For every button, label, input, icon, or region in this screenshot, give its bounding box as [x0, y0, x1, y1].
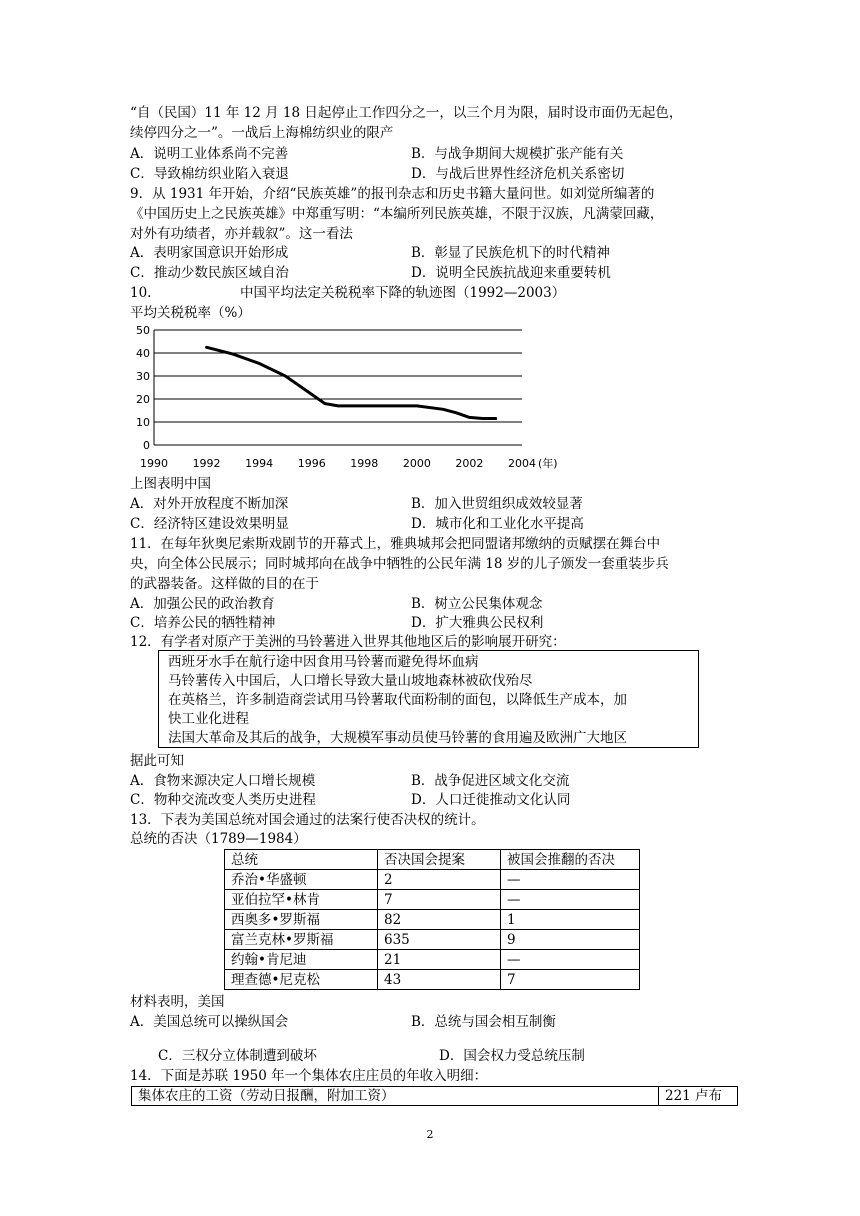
table-cell: 西奥多•罗斯福: [225, 910, 378, 930]
page-number: 2: [426, 1128, 434, 1141]
table-cell: 635: [378, 930, 501, 950]
chart-y-tick-label: 40: [136, 347, 150, 360]
q11-option-a[interactable]: A．加强公民的政治教育: [130, 596, 275, 612]
table-cell: 9: [501, 930, 640, 950]
table-cell: 乔治•华盛顿: [225, 870, 378, 890]
q13-option-d[interactable]: D．国会权力受总统压制: [439, 1048, 585, 1064]
tariff-series-line: [207, 347, 496, 418]
q9-option-b[interactable]: B．彰显了民族危机下的时代精神: [411, 245, 610, 261]
q8-option-c[interactable]: C．导致棉纺织业陷入衰退: [130, 166, 289, 182]
table-cell: 约翰•肯尼迪: [225, 950, 378, 970]
table-row: [132, 1087, 738, 1106]
chart-ylabel: 平均关税税率（%）: [130, 305, 251, 321]
q12-box-line1: 西班牙水手在航行途中因食用马铃薯而避免得坏血病: [168, 654, 479, 670]
q11-text-line3: 的武器装备。这样做的目的在于: [130, 576, 319, 592]
table-row: [225, 870, 640, 890]
q11-option-c[interactable]: C．培养公民的牺牲精神: [130, 615, 276, 631]
q13-text-line1: 13．下表为美国总统对国会通过的法案行使否决权的统计。: [130, 812, 485, 828]
q12-option-a[interactable]: A．食物来源决定人口增长规模: [130, 773, 316, 789]
chart-xlabel: (年): [538, 457, 558, 470]
table-cell: 2: [378, 870, 501, 890]
chart-x-tick-label: 2004: [508, 457, 536, 470]
q8-option-d[interactable]: D．与战后世界性经济危机关系密切: [411, 166, 625, 182]
table-cell: —: [501, 890, 640, 910]
table-cell: 43: [378, 970, 501, 990]
q10-chart-title: 中国平均法定关税税率下降的轨迹图（1992—2003）: [240, 285, 566, 301]
table-cell: 7: [378, 890, 501, 910]
chart-x-tick-label: 1992: [192, 457, 221, 470]
income-table: [131, 1086, 738, 1106]
q12-stem: 据此可知: [130, 753, 184, 769]
q11-option-d[interactable]: D．扩大雅典公民权利: [411, 615, 544, 631]
q12-option-d[interactable]: D．人口迁徙推动文化认同: [411, 792, 571, 808]
veto-table-header: [225, 850, 640, 870]
q9-option-a[interactable]: A．表明家国意识开始形成: [130, 245, 289, 261]
q13-option-a[interactable]: A．美国总统可以操纵国会: [130, 1014, 289, 1030]
q9-option-c[interactable]: C．推动少数民族区域自治: [130, 265, 289, 281]
q12-option-c[interactable]: C．物种交流改变人类历史进程: [130, 792, 316, 808]
table-cell: 理查德•尼克松: [225, 970, 378, 990]
q13-option-c[interactable]: C．三权分立体制遭到破坏: [158, 1048, 317, 1064]
q10-option-a[interactable]: A．对外开放程度不断加深: [130, 496, 289, 512]
chart-x-tick-label: 2002: [455, 457, 484, 470]
q9-option-d[interactable]: D．说明全民族抗战迎来重要转机: [411, 265, 611, 281]
q10-stem: 上图表明中国: [130, 476, 211, 492]
income-row-value: 221 卢布: [659, 1087, 738, 1106]
table-cell: 21: [378, 950, 501, 970]
chart-x-tick-label: 1998: [350, 457, 379, 470]
q10-option-d[interactable]: D．城市化和工业化水平提高: [411, 516, 584, 532]
q13-table-title: 总统的否决（1789—1984）: [130, 831, 307, 847]
q11-option-b[interactable]: B．树立公民集体观念: [411, 596, 543, 612]
table-cell: 亚伯拉罕•林肯: [225, 890, 378, 910]
chart-x-tick-label: 1996: [297, 457, 326, 470]
q11-text-line1: 11．在每年狄奥尼索斯戏剧节的开幕式上，雅典城邦会把同盟诸邦缴纳的贡赋摆在舞台中: [130, 536, 661, 552]
chart-y-tick-label: 20: [136, 393, 150, 406]
tariff-line-chart: [0, 318, 860, 478]
q10-option-b[interactable]: B．加入世贸组织成效较显著: [411, 496, 583, 512]
veto-header-president: 总统: [225, 850, 378, 870]
chart-y-tick-label: 0: [143, 439, 150, 452]
table-row: [225, 890, 640, 910]
chart-y-tick-label: 50: [136, 324, 150, 337]
veto-table: [224, 849, 640, 990]
table-cell: 富兰克林•罗斯福: [225, 930, 378, 950]
table-cell: —: [501, 870, 640, 890]
table-cell: 82: [378, 910, 501, 930]
income-row-label: 集体农庄的工资（劳动日报酬，附加工资）: [132, 1087, 659, 1106]
q13-stem: 材料表明，美国: [130, 994, 225, 1010]
q8-text-line1: “自（民国）11 年 12 月 18 日起停止工作四分之一，以三个月为限，届时设市面仍无起色，: [130, 105, 683, 121]
chart-x-tick-label: 2000: [402, 457, 431, 470]
veto-header-vetoes: 否决国会提案: [378, 850, 501, 870]
table-row: [225, 950, 640, 970]
q8-text-line2: 续停四分之一”。一战后上海棉纺织业的限产: [130, 125, 394, 141]
q9-text-line2: 《中国历史上之民族英雄》中郑重写明：“本编所列民族英雄，不限于汉族，凡满蒙回藏，: [130, 206, 664, 222]
table-row: [225, 930, 640, 950]
chart-y-tick-label: 30: [136, 370, 150, 383]
chart-x-tick-label: 1990: [140, 457, 168, 470]
q12-box-line2: 马铃薯传入中国后，人口增长导致大量山坡地森林被砍伐殆尽: [168, 673, 533, 689]
table-row: [225, 910, 640, 930]
veto-header-overridden: 被国会推翻的否决: [501, 850, 640, 870]
q12-material-box: [158, 650, 699, 748]
q8-option-a[interactable]: A．说明工业体系尚不完善: [130, 146, 289, 162]
table-cell: 1: [501, 910, 640, 930]
q11-text-line2: 央，向全体公民展示；同时城邦向在战争中牺牲的公民年满 18 岁的儿子颁发一套重装步兵: [130, 556, 669, 572]
q10-option-c[interactable]: C．经济特区建设效果明显: [130, 516, 289, 532]
q12-option-b[interactable]: B．战争促进区域文化交流: [411, 773, 570, 789]
chart-y-tick-label: 10: [136, 416, 150, 429]
q10-number: 10.: [130, 285, 152, 301]
q8-option-b[interactable]: B．与战争期间大规模扩张产能有关: [411, 146, 624, 162]
q12-box-line4: 快工业化进程: [168, 711, 249, 727]
q12-box-line5: 法国大革命及其后的战争，大规模军事动员使马铃薯的食用遍及欧洲广大地区: [168, 730, 627, 746]
chart-x-tick-label: 1994: [245, 457, 274, 470]
q9-text-line3: 对外有功绩者，亦并载叙”。这一看法: [130, 226, 353, 242]
q12-text-line1: 12．有学者对原产于美洲的马铃薯进入世界其他地区后的影响展开研究：: [130, 634, 566, 650]
q13-option-b[interactable]: B．总统与国会相互制衡: [411, 1014, 556, 1030]
q9-text-line1: 9．从 1931 年开始，介绍“民族英雄”的报刊杂志和历史书籍大量问世。如刘觉所编著的: [130, 186, 655, 202]
q12-box-line3: 在英格兰，许多制造商尝试用马铃薯取代面粉制的面包，以降低生产成本，加: [168, 692, 627, 708]
table-cell: 7: [501, 970, 640, 990]
table-row: [225, 970, 640, 990]
table-cell: —: [501, 950, 640, 970]
q14-text-line1: 14．下面是苏联 1950 年一个集体农庄庄员的年收入明细：: [130, 1068, 488, 1084]
